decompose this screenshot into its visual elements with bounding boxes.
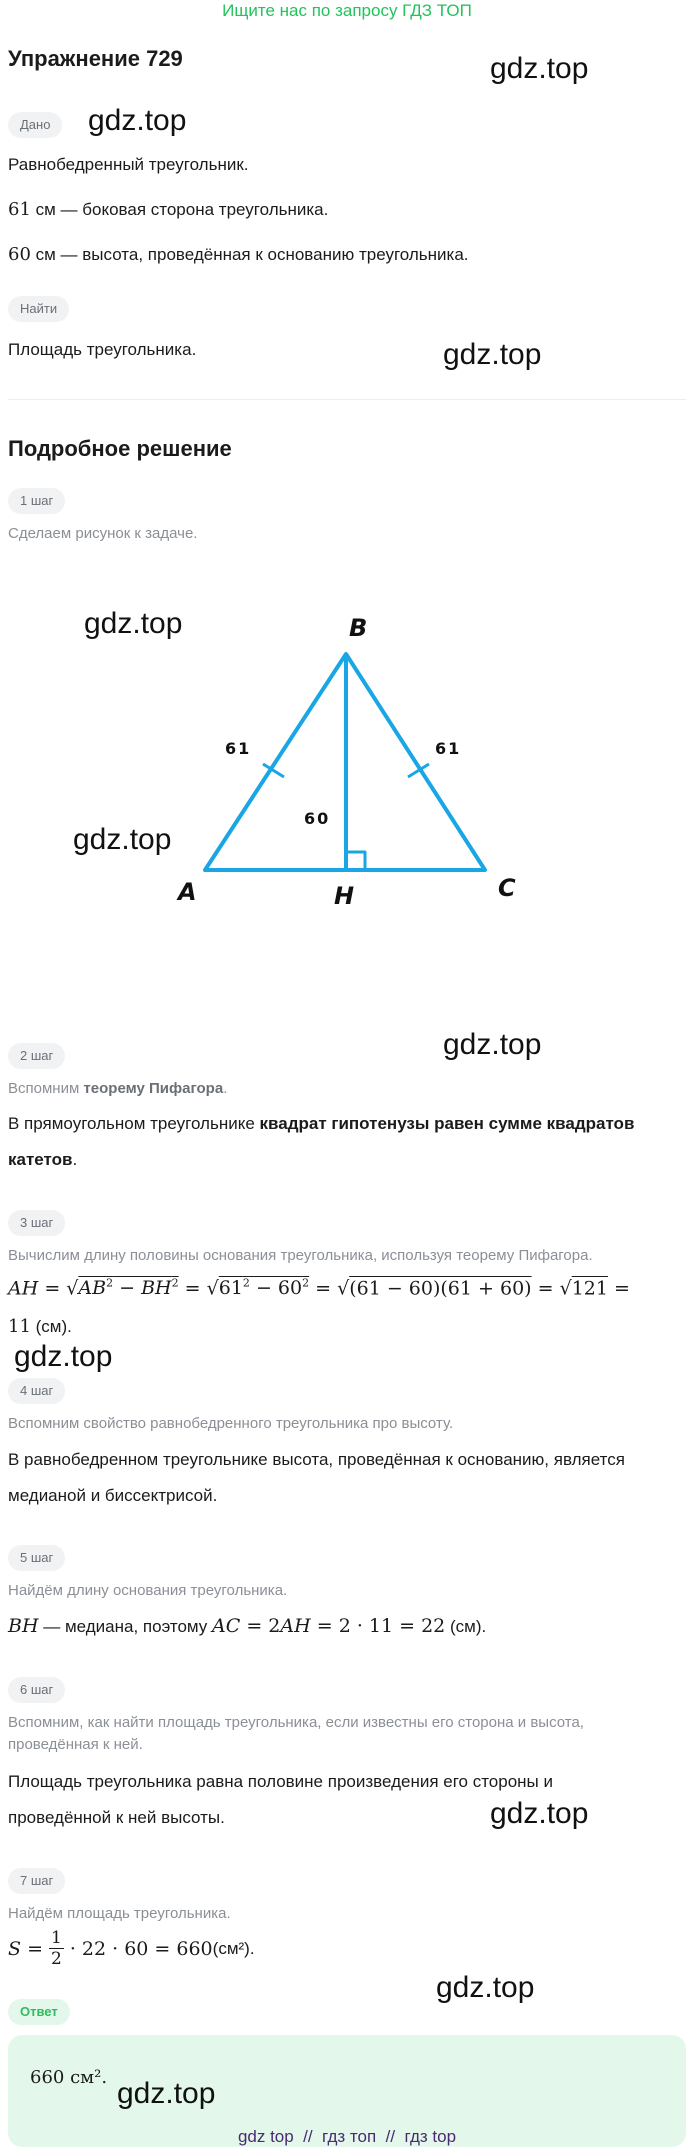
step-3-hint: Вычислим длину половины основания треугольника, используя теорему Пифагора. xyxy=(8,1247,593,1264)
step-4-text-line-1: В равнобедренном треугольнике высота, проведённая к основанию, является xyxy=(8,1450,625,1469)
given-line-3 xyxy=(8,243,469,267)
step-5-unit: (см). xyxy=(445,1617,487,1636)
promo-banner[interactable]: Ищите нас по запросу ГДЗ ТОП xyxy=(222,1,472,20)
watermark: gdz.top xyxy=(117,2077,216,2110)
given-height-value: 60 xyxy=(8,244,31,265)
step-2-chip-label: 2 шаг xyxy=(8,1043,65,1069)
step-7-fraction: $\frac{1}{2}$ xyxy=(51,1928,62,1969)
step-1-chip-label: 1 шаг xyxy=(8,488,65,514)
step-2-chip xyxy=(8,1043,65,1069)
step-5-bh: BH xyxy=(8,1615,39,1637)
step-1-chip xyxy=(8,488,65,514)
section-divider xyxy=(8,399,686,400)
step-2-text-post: . xyxy=(72,1150,78,1169)
step-3-chip-label: 3 шаг xyxy=(8,1210,65,1236)
find-text: Площадь треугольника. xyxy=(8,340,197,359)
vertex-label-b: B xyxy=(349,614,368,642)
step-4-hint: Вспомним свойство равнобедренного треугольника про высоту. xyxy=(8,1415,454,1432)
step-5-formula: AC = 2AH = 2 · 11 = 22 xyxy=(212,1615,446,1637)
watermark: gdz.top xyxy=(443,1028,542,1061)
step-2-hint xyxy=(8,1078,227,1100)
step-2-hint-pre: Вспомним xyxy=(8,1080,84,1097)
answer-value: 660 см². xyxy=(30,2067,108,2088)
step-6-hint-line-2: проведённая к ней. xyxy=(8,1736,143,1753)
solution-title: Подробное решение xyxy=(8,436,232,461)
given-line-2 xyxy=(8,198,328,222)
step-7-formula xyxy=(8,1928,255,1969)
step-7-hint: Найдём площадь треугольника. xyxy=(8,1905,231,1922)
answer-chip xyxy=(8,1999,70,2025)
step-5-hint: Найдём длину основания треугольника. xyxy=(8,1582,288,1599)
page-title: Упражнение 729 xyxy=(8,46,183,71)
step-6-chip-label: 6 шаг xyxy=(8,1677,65,1703)
step-3-result xyxy=(8,1316,72,1337)
step-2-text-line-1 xyxy=(8,1112,634,1136)
step-2-text-bold: квадрат гипотенузы равен сумме квадратов xyxy=(259,1114,635,1133)
step-4-text-line-2: медианой и биссектрисой. xyxy=(8,1486,218,1505)
step-2-hint-post: . xyxy=(223,1080,228,1097)
given-side-text: см — боковая сторона треугольника. xyxy=(30,200,329,219)
watermark: gdz.top xyxy=(490,1797,589,1830)
find-chip xyxy=(8,296,69,322)
step-6-text-line-2: проведённой к ней высоты. xyxy=(8,1808,225,1827)
watermark: gdz.top xyxy=(84,607,183,640)
step-7-chip-label: 7 шаг xyxy=(8,1868,65,1894)
step-5-chip xyxy=(8,1545,65,1571)
given-side-value: 61 xyxy=(8,199,31,220)
step-2-text-bold-2: катетов xyxy=(8,1150,73,1169)
watermark: gdz.top xyxy=(73,823,172,856)
find-chip-label: Найти xyxy=(8,296,69,322)
watermark: gdz.top xyxy=(443,338,542,371)
step-3-chip xyxy=(8,1210,65,1236)
right-angle-mark xyxy=(346,852,365,870)
given-chip xyxy=(8,112,62,138)
step-7-s: S = xyxy=(8,1937,43,1960)
step-2-hint-link[interactable]: теорему Пифагора xyxy=(83,1080,224,1097)
step-3-result-value: 11 xyxy=(8,1316,31,1337)
given-chip-label: Дано xyxy=(8,112,62,138)
step-3-result-unit: (см). xyxy=(30,1317,72,1336)
triangle-lines xyxy=(205,654,485,870)
height-label: 60 xyxy=(304,809,331,828)
footer-links[interactable]: gdz top // гдз топ // гдз top xyxy=(237,2127,457,2146)
side-label-right: 61 xyxy=(435,739,462,758)
watermark: gdz.top xyxy=(14,1340,113,1373)
step-1-hint: Сделаем рисунок к задаче. xyxy=(8,525,198,542)
triangle-figure xyxy=(160,612,540,922)
step-6-chip xyxy=(8,1677,65,1703)
step-2-text-line-2 xyxy=(8,1148,77,1172)
step-6-text-line-1: Площадь треугольника равна половине произведения его стороны и xyxy=(8,1772,553,1791)
step-7-chip xyxy=(8,1868,65,1894)
given-height-text: см — высота, проведённая к основанию треугольника. xyxy=(30,245,469,264)
side-label-left: 61 xyxy=(225,739,252,758)
step-5-text-mid: — медиана, поэтому xyxy=(38,1617,213,1636)
vertex-label-a: A xyxy=(178,878,197,906)
watermark: gdz.top xyxy=(490,52,589,85)
step-4-chip-label: 4 шаг xyxy=(8,1378,65,1404)
step-4-chip xyxy=(8,1378,65,1404)
step-7-unit: (см²). xyxy=(212,1938,255,1958)
step-5-text xyxy=(8,1614,486,1639)
answer-chip-label: Ответ xyxy=(8,1999,70,2025)
step-2-text-pre: В прямоугольном треугольнике xyxy=(8,1114,260,1133)
step-5-chip-label: 5 шаг xyxy=(8,1545,65,1571)
watermark: gdz.top xyxy=(436,1971,535,2004)
given-line-1: Равнобедренный треугольник. xyxy=(8,155,249,174)
vertex-label-c: C xyxy=(498,874,516,902)
step-6-hint-line-1: Вспомним, как найти площадь треугольника, если известны его сторона и высота, xyxy=(8,1714,584,1731)
watermark: gdz.top xyxy=(88,104,187,137)
foot-label-h: H xyxy=(334,882,355,910)
step-7-product: · 22 · 60 = 660 xyxy=(69,1937,213,1960)
step-3-formula: AH = $√AB^2 - BH^2 = √61^2 - 60^2 = √(61 - 60)(61 + 60) = √121$ = xyxy=(8,1277,630,1300)
